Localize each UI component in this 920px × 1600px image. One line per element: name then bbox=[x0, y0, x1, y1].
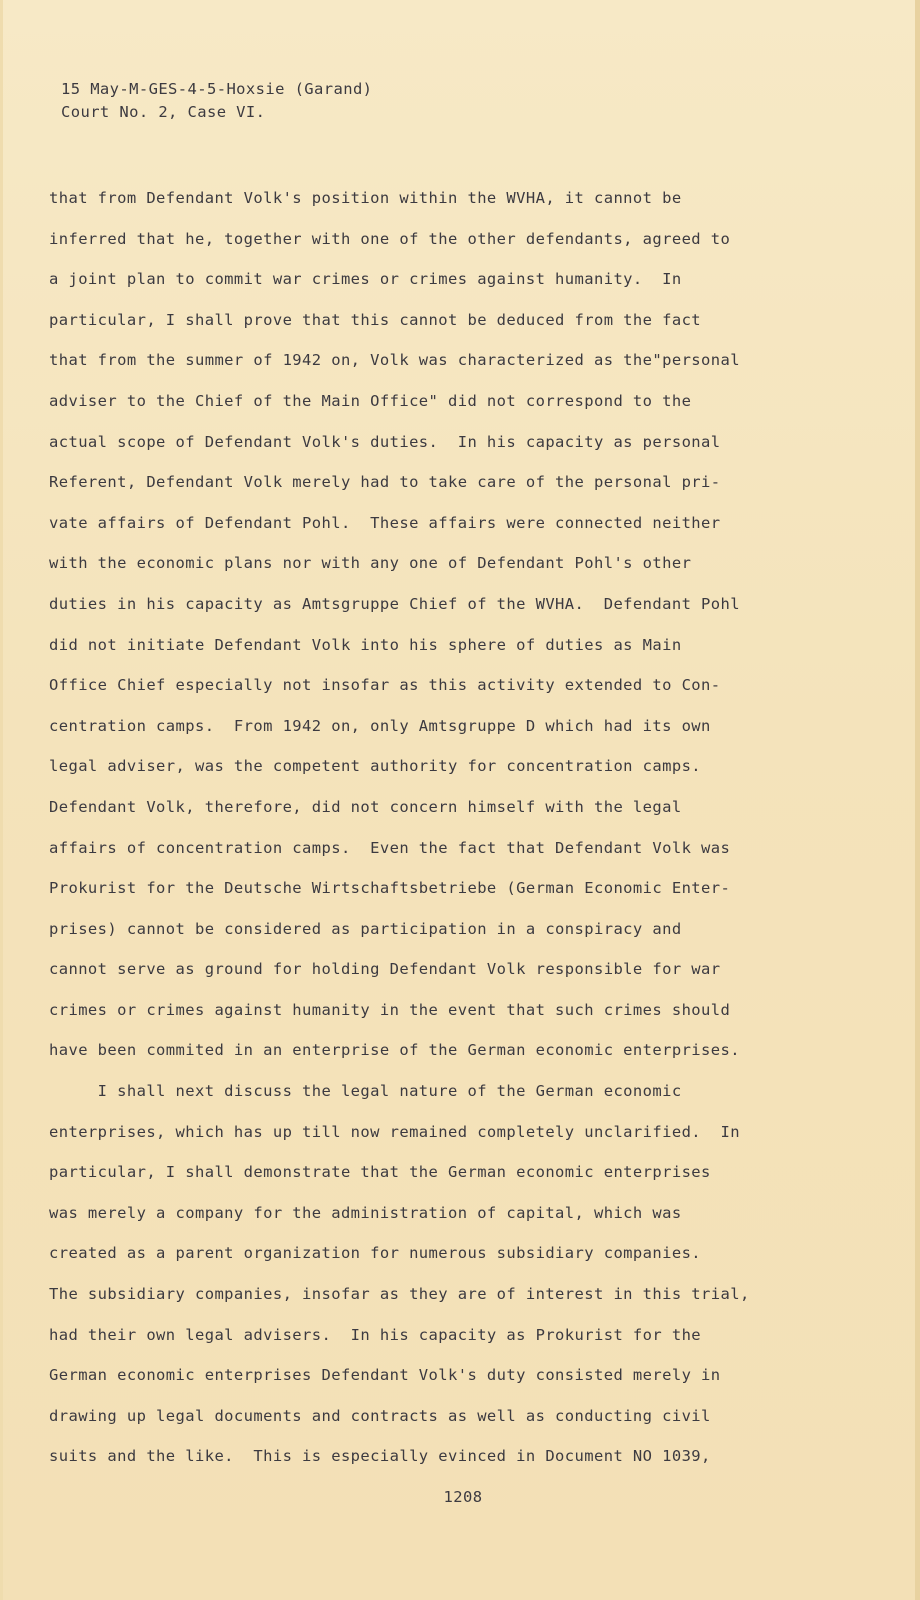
body-line: Defendant Volk, therefore, did not concern himself with the legal bbox=[49, 797, 682, 816]
body-line: particular, I shall demonstrate that the German economic enterprises bbox=[49, 1163, 711, 1182]
header-court-line: Court No. 2, Case VI. bbox=[61, 103, 266, 121]
body-line: Prokurist for the Deutsche Wirtschaftsbetriebe (German Economic Enter- bbox=[49, 879, 731, 898]
body-line: did not initiate Defendant Volk into his sphere of duties as Main bbox=[49, 635, 682, 654]
body-line: have been commited in an enterprise of the German economic enterprises. bbox=[49, 1041, 740, 1060]
page-number: 1208 bbox=[443, 1488, 483, 1506]
body-text bbox=[49, 178, 889, 1477]
body-line: inferred that he, together with one of the other defendants, agreed to bbox=[49, 229, 731, 248]
body-line: legal adviser, was the competent authority for concentration camps. bbox=[49, 757, 702, 776]
body-line: with the economic plans nor with any one of Defendant Pohl's other bbox=[49, 554, 692, 573]
body-line: duties in his capacity as Amtsgruppe Chief of the WVHA. Defendant Pohl bbox=[49, 594, 740, 613]
body-line: that from the summer of 1942 on, Volk was characterized as the"personal bbox=[49, 351, 740, 370]
body-line: I shall next discuss the legal nature of the German economic bbox=[49, 1082, 682, 1101]
body-line: was merely a company for the administration of capital, which was bbox=[49, 1203, 682, 1222]
body-line: drawing up legal documents and contracts as well as conducting civil bbox=[49, 1406, 711, 1425]
body-line: Referent, Defendant Volk merely had to take care of the personal pri- bbox=[49, 473, 721, 492]
body-line: adviser to the Chief of the Main Office" did not correspond to the bbox=[49, 391, 692, 410]
body-line: a joint plan to commit war crimes or crimes against humanity. In bbox=[49, 270, 682, 289]
body-line: particular, I shall prove that this cannot be deduced from the fact bbox=[49, 310, 702, 329]
body-line: suits and the like. This is especially evinced in Document NO 1039, bbox=[49, 1447, 711, 1466]
body-line: that from Defendant Volk's position within the WVHA, it cannot be bbox=[49, 189, 682, 207]
body-line: Office Chief especially not insofar as this activity extended to Con- bbox=[49, 676, 721, 695]
body-line: cannot serve as ground for holding Defendant Volk responsible for war bbox=[49, 960, 721, 979]
body-line: German economic enterprises Defendant Volk's duty consisted merely in bbox=[49, 1366, 721, 1385]
body-line: had their own legal advisers. In his capacity as Prokurist for the bbox=[49, 1325, 702, 1344]
body-line: affairs of concentration camps. Even the fact that Defendant Volk was bbox=[49, 838, 731, 857]
body-line: prises) cannot be considered as participation in a conspiracy and bbox=[49, 919, 682, 938]
document-header bbox=[61, 78, 372, 124]
body-line: actual scope of Defendant Volk's duties. In his capacity as personal bbox=[49, 432, 721, 451]
body-line: crimes or crimes against humanity in the event that such crimes should bbox=[49, 1000, 731, 1019]
body-line: created as a parent organization for numerous subsidiary companies. bbox=[49, 1244, 702, 1263]
body-line: vate affairs of Defendant Pohl. These affairs were connected neither bbox=[49, 513, 721, 532]
body-line: The subsidiary companies, insofar as they are of interest in this trial, bbox=[49, 1285, 750, 1304]
header-session-line: 15 May-M-GES-4-5-Hoxsie (Garand) bbox=[61, 80, 373, 98]
body-line: enterprises, which has up till now remained completely unclarified. In bbox=[49, 1122, 740, 1141]
body-line: centration camps. From 1942 on, only Amtsgruppe D which had its own bbox=[49, 716, 711, 735]
